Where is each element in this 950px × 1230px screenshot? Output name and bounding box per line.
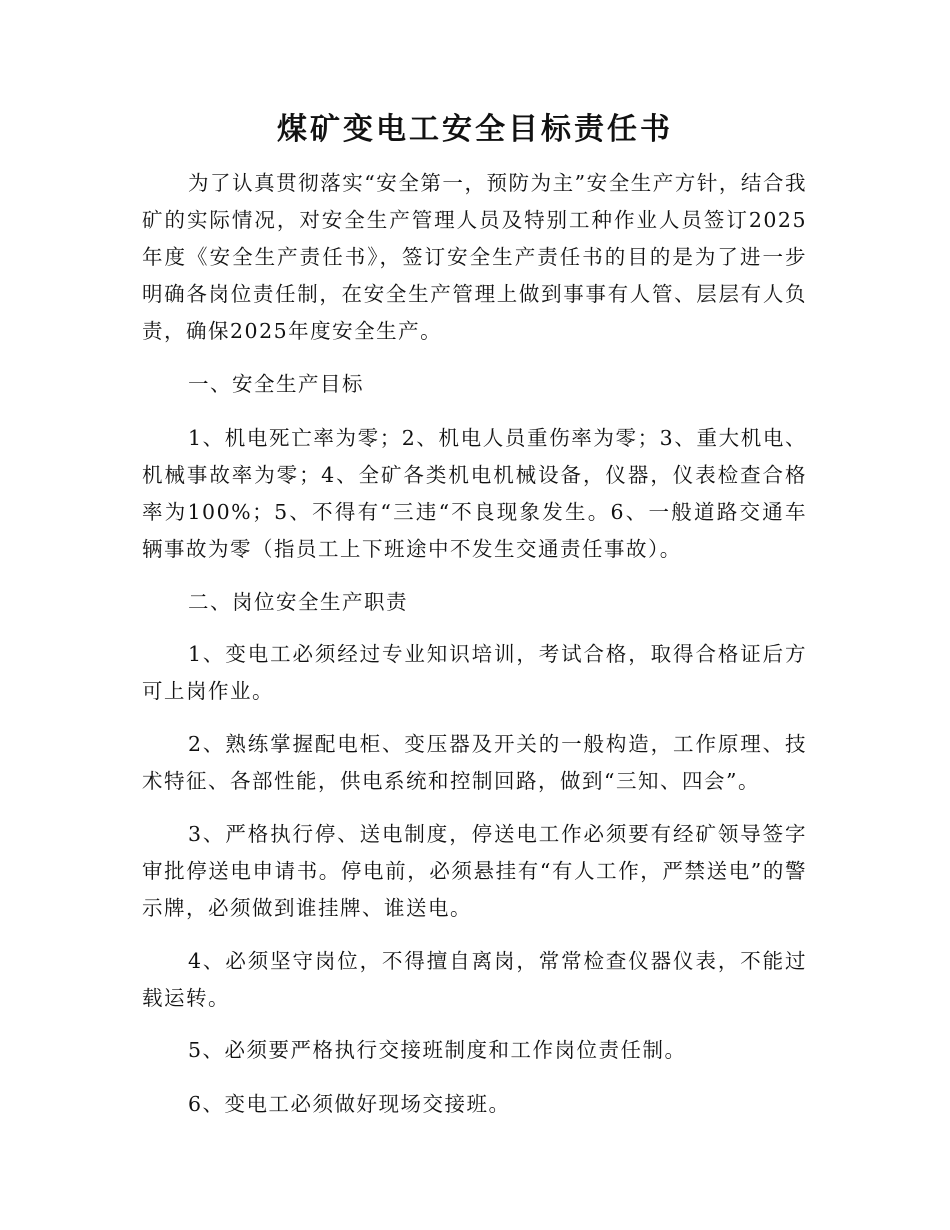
duty-item-5: 5、必须要严格执行交接班制度和工作岗位责任制。 [188, 1038, 687, 1062]
duty-item-1: 1、变电工必须经过专业知识培训，考试合格，取得合格证后方可上岗作业。 [142, 642, 807, 703]
intro-paragraph: 为了认真贯彻落实“安全第一，预防为主”安全生产方针，结合我矿的实际情况，对安全生产管理人员及特别工种作业人员签订2025年度《安全生产责任书》，签订安全生产责任书的目的是为了进一步明确各岗位责任制，在安全生产管理上做到事事有人管、层层有人负责，确保2025年度安全生产。 [142, 171, 807, 343]
section-heading-duties: 二、岗位安全生产职责 [188, 590, 408, 614]
section-heading-safety-goals: 一、安全生产目标 [188, 372, 364, 396]
document-title: 煤矿变电工安全目标责任书 [277, 112, 673, 147]
duty-item-6: 6、变电工必须做好现场交接班。 [188, 1092, 511, 1116]
duty-item-3: 3、严格执行停、送电制度，停送电工作必须要有经矿领导签字审批停送电申请书。停电前，必须悬挂有“有人工作，严禁送电”的警示牌，必须做到谁挂牌、谁送电。 [142, 822, 807, 920]
safety-goals-paragraph: 1、机电死亡率为零；2、机电人员重伤率为零；3、重大机电、机械事故率为零；4、全矿各类机电机械设备，仪器，仪表检查合格率为100%；5、不得有“三违“不良现象发生。6、一般道路交通车辆事故为零（指员工上下班途中不发生交通责任事故）。 [142, 426, 807, 561]
duty-item-4: 4、必须坚守岗位，不得擅自离岗，常常检查仪器仪表，不能过载运转。 [142, 949, 807, 1010]
duty-item-2: 2、熟练掌握配电柜、变压器及开关的一般构造，工作原理、技术特征、各部性能，供电系统和控制回路，做到“三知、四会”。 [142, 732, 807, 793]
